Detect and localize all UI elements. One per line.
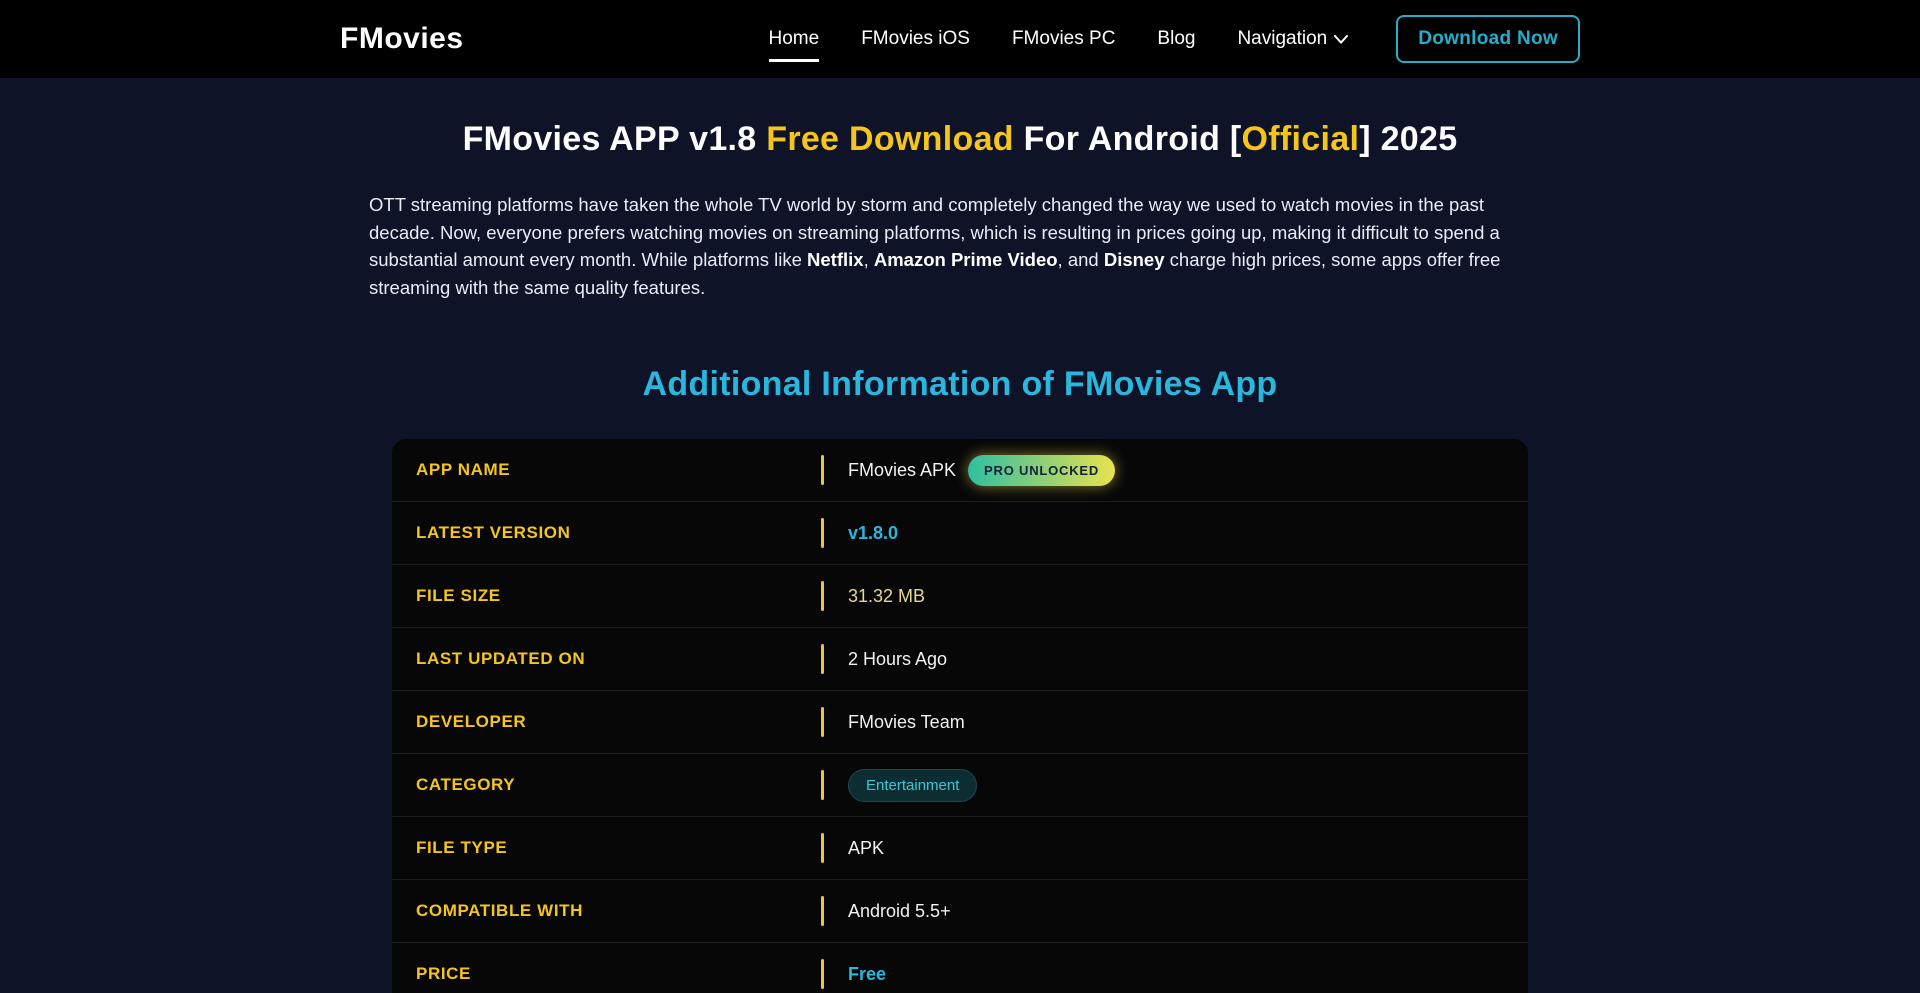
last-updated-value: 2 Hours Ago: [848, 648, 948, 669]
intro-text-1: OTT streaming platforms have taken the whole TV world by storm and completely changed the way we used to watch movies in the past decade. Now, everyone prefers watching movies on streaming platforms, which is resulting in prices going up, making it difficult to spend a substantial amount every month. While platforms like: [369, 194, 1500, 270]
row-value: [824, 769, 977, 802]
table-row-latest-version: [392, 502, 1528, 565]
title-part-1: FMovies APP v1.8: [462, 120, 767, 158]
pro-unlocked-badge: PRO UNLOCKED: [968, 455, 1115, 486]
title-highlight-official: Official: [1241, 120, 1360, 158]
row-value: [824, 523, 898, 544]
file-size-value: 31.32 MB: [848, 585, 926, 606]
nav-item-fmovies-ios[interactable]: FMovies iOS: [861, 28, 970, 49]
intro-sep-1: ,: [863, 249, 874, 270]
row-label: COMPATIBLE WITH: [416, 901, 584, 920]
chevron-down-icon: [1334, 35, 1348, 44]
table-row-app-name: [392, 439, 1528, 502]
brand-netflix: Netflix: [807, 249, 864, 270]
compatible-with-value: Android 5.5+: [848, 900, 951, 921]
row-value: [824, 712, 965, 733]
page-title: [0, 120, 1920, 159]
row-label: FILE SIZE: [416, 586, 501, 605]
row-label: PRICE: [416, 964, 471, 983]
row-value: [824, 901, 951, 922]
table-row-category: [392, 754, 1528, 817]
table-row-file-type: [392, 817, 1528, 880]
row-label: DEVELOPER: [416, 712, 527, 731]
intro-sep-2: , and: [1057, 249, 1104, 270]
app-name-value: FMovies APK: [848, 459, 957, 480]
title-part-2: For Android [: [1013, 120, 1242, 158]
nav-item-navigation-dropdown[interactable]: [1237, 28, 1348, 50]
price-value: Free: [848, 963, 887, 984]
category-pill[interactable]: Entertainment: [848, 769, 977, 802]
nav-item-blog[interactable]: Blog: [1157, 28, 1196, 49]
table-row-last-updated: [392, 628, 1528, 691]
page-content: [0, 78, 1920, 993]
developer-value: FMovies Team: [848, 711, 965, 732]
row-value: [824, 838, 884, 859]
title-part-3: ] 2025: [1359, 120, 1458, 158]
section-heading-additional-info: Additional Information of FMovies App: [642, 365, 1278, 403]
row-value: [824, 649, 947, 670]
row-label: CATEGORY: [416, 775, 516, 794]
brand-disney: Disney: [1103, 249, 1165, 270]
row-value: [824, 964, 886, 985]
site-logo[interactable]: FMovies: [340, 22, 464, 55]
app-info-table: [392, 439, 1528, 993]
intro-text-2: charge high prices, some apps offer free streaming with the same quality features.: [369, 249, 1501, 298]
download-now-button[interactable]: Download Now: [1396, 15, 1580, 63]
latest-version-value: v1.8.0: [848, 522, 899, 543]
row-label: APP NAME: [416, 460, 511, 479]
row-value: [824, 586, 925, 607]
brand-amazon-prime-video: Amazon Prime Video: [873, 249, 1058, 270]
title-highlight-free-download: Free Download: [766, 120, 1014, 158]
nav-item-fmovies-pc[interactable]: FMovies PC: [1011, 28, 1116, 49]
hero-section: [0, 78, 1920, 301]
row-value: [824, 455, 1115, 486]
table-row-file-size: [392, 565, 1528, 628]
main-nav: [769, 28, 1349, 50]
nav-navigation-label: Navigation: [1237, 28, 1328, 49]
intro-paragraph: [369, 191, 1551, 301]
file-type-value: APK: [848, 837, 885, 858]
table-row-price: [392, 943, 1528, 993]
table-row-compatible-with: [392, 880, 1528, 943]
row-label: FILE TYPE: [416, 838, 508, 857]
table-row-developer: [392, 691, 1528, 754]
row-label: LAST UPDATED ON: [416, 649, 586, 668]
nav-item-home[interactable]: Home: [768, 28, 820, 49]
top-navbar: [0, 0, 1920, 78]
row-label: LATEST VERSION: [416, 523, 571, 542]
